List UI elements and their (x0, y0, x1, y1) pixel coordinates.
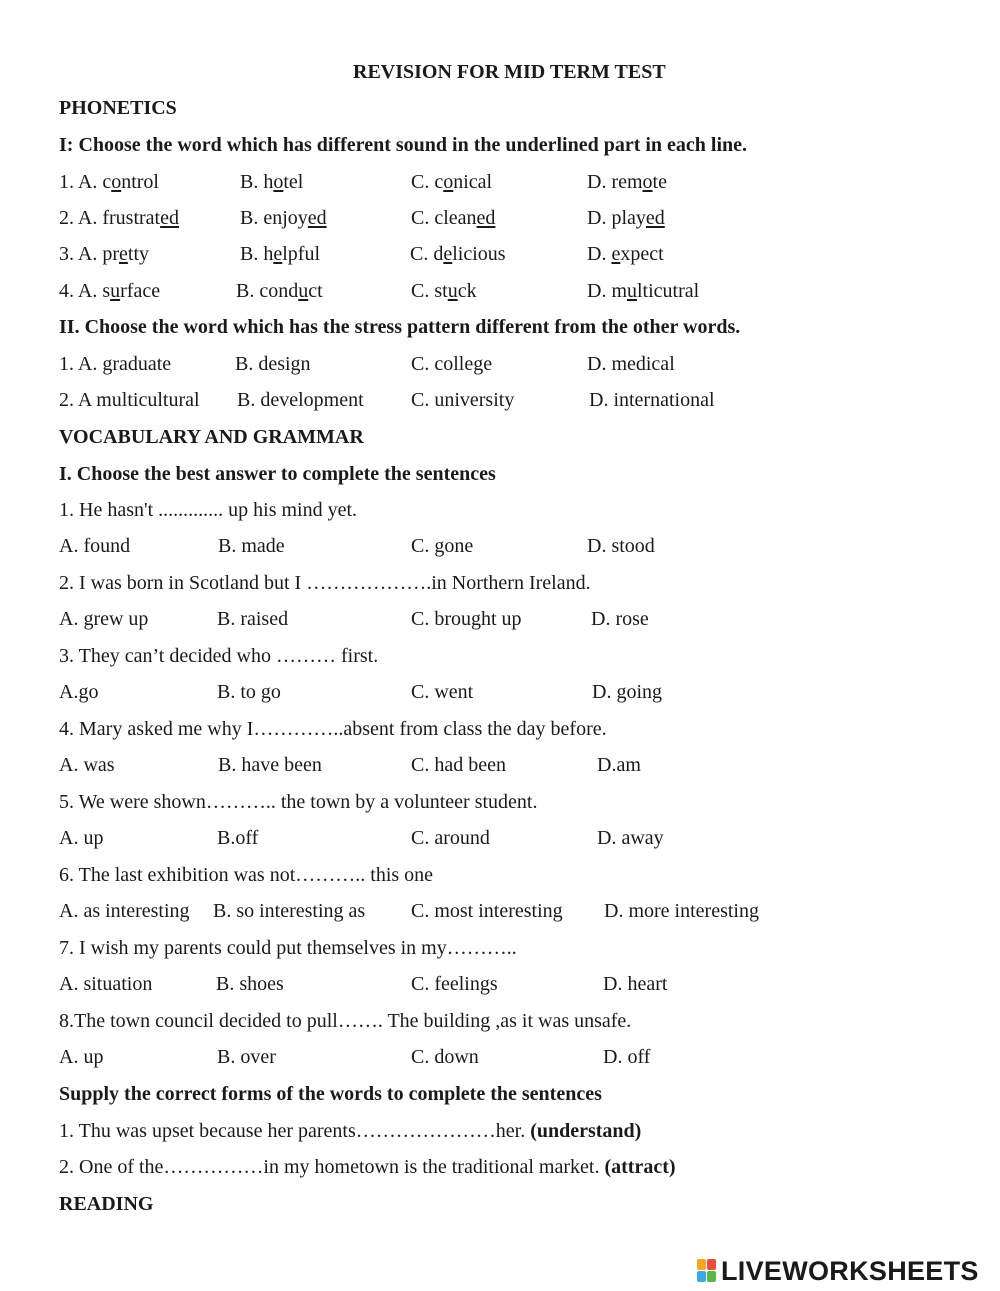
option[interactable]: C. stuck (411, 280, 477, 302)
liveworksheets-logo (697, 1256, 979, 1286)
option[interactable]: C. conical (411, 171, 493, 193)
word-form-root: (understand) (530, 1120, 642, 1142)
option[interactable]: C. delicious (410, 243, 506, 265)
question-stem: 6. The last exhibition was not……….. this one (59, 864, 434, 886)
option[interactable]: 2. A multicultural (59, 389, 200, 411)
option[interactable]: 2. A. frustrated (59, 207, 179, 229)
option[interactable]: B. hotel (240, 171, 304, 193)
option[interactable]: B. raised (217, 608, 289, 630)
question-stem: 5. We were shown……….. the town by a volunteer student. (59, 791, 538, 813)
option[interactable]: D. heart (603, 973, 668, 995)
phonetics-instruction-1: I: Choose the word which has different sound in the underlined part in each line. (59, 134, 748, 156)
option[interactable]: C. most interesting (411, 900, 563, 922)
option[interactable]: D. international (589, 389, 715, 411)
option[interactable]: C. feelings (411, 973, 498, 995)
option[interactable]: B. to go (217, 681, 281, 703)
option[interactable]: B. enjoyed (240, 207, 327, 229)
question-stem: 7. I wish my parents could put themselves in my……….. (59, 937, 517, 959)
option[interactable]: B. over (217, 1046, 276, 1068)
reading-heading: READING (59, 1193, 154, 1215)
option[interactable]: A. up (59, 1046, 104, 1068)
option[interactable]: B. have been (218, 754, 322, 776)
option[interactable]: 1. A. control (59, 171, 159, 193)
option[interactable]: A. grew up (59, 608, 149, 630)
logo-text: LIVEWORKSHEETS (721, 1255, 979, 1286)
logo-icon (697, 1259, 717, 1283)
option[interactable]: 1. A. graduate (59, 353, 172, 375)
option[interactable]: B. so interesting as (213, 900, 366, 922)
option[interactable]: D. rose (591, 608, 649, 630)
option[interactable]: B. shoes (216, 973, 284, 995)
option[interactable]: B. design (235, 353, 311, 375)
option[interactable]: B. development (237, 389, 364, 411)
option[interactable]: C. cleaned (411, 207, 496, 229)
question-stem: 8.The town council decided to pull……. The building ,as it was unsafe. (59, 1010, 632, 1032)
question-stem: 1. He hasn't ............. up his mind yet. (59, 499, 358, 521)
word-form-instruction: Supply the correct forms of the words to complete the sentences (59, 1083, 602, 1105)
option[interactable]: D. remote (587, 171, 667, 193)
question-stem: 2. I was born in Scotland but I ……………….in Northern Ireland. (59, 572, 591, 594)
option[interactable]: C. brought up (411, 608, 522, 630)
option[interactable]: D. multicutral (587, 280, 700, 302)
option[interactable]: C. college (411, 353, 493, 375)
word-form-root: (attract) (604, 1156, 676, 1178)
option[interactable]: D. expect (587, 243, 664, 265)
option[interactable]: A. as interesting (59, 900, 190, 922)
option[interactable]: C. gone (411, 535, 474, 557)
option[interactable]: C. university (411, 389, 515, 411)
option[interactable]: 4. A. surface (59, 280, 161, 302)
word-form-item (59, 1119, 641, 1143)
page-title: REVISION FOR MID TERM TEST (353, 61, 666, 83)
phonetics-heading: PHONETICS (59, 97, 177, 119)
question-stem: 3. They can’t decided who ……… first. (59, 645, 379, 667)
option[interactable]: D.am (597, 754, 641, 776)
option[interactable]: C. had been (411, 754, 506, 776)
vocab-instruction-1: I. Choose the best answer to complete the sentences (59, 463, 496, 485)
option[interactable]: B. made (218, 535, 285, 557)
option[interactable]: D. played (587, 207, 665, 229)
option[interactable]: D. going (592, 681, 662, 703)
option[interactable]: D. stood (587, 535, 655, 557)
option[interactable]: 3. A. pretty (59, 243, 150, 265)
option[interactable]: B. helpful (240, 243, 321, 265)
option[interactable]: D. off (603, 1046, 651, 1068)
word-form-text: 1. Thu was upset because her parents…………………her. (59, 1120, 526, 1142)
option[interactable]: A. situation (59, 973, 153, 995)
option[interactable]: C. down (411, 1046, 479, 1068)
option[interactable]: A. found (59, 535, 131, 557)
option[interactable]: C. went (411, 681, 474, 703)
option[interactable]: D. away (597, 827, 664, 849)
question-stem: 4. Mary asked me why I…………..absent from class the day before. (59, 718, 607, 740)
option[interactable]: B. conduct (236, 280, 323, 302)
option[interactable]: A. was (59, 754, 115, 776)
option[interactable]: A. up (59, 827, 104, 849)
option[interactable]: B.off (217, 827, 259, 849)
option[interactable]: A.go (59, 681, 99, 703)
phonetics-instruction-2: II. Choose the word which has the stress pattern different from the other words. (59, 316, 741, 338)
word-form-text: 2. One of the……………in my hometown is the traditional market. (59, 1156, 600, 1178)
option[interactable]: D. medical (587, 353, 675, 375)
option[interactable]: D. more interesting (604, 900, 759, 922)
vocab-heading: VOCABULARY AND GRAMMAR (59, 426, 364, 448)
option[interactable]: C. around (411, 827, 490, 849)
word-form-item (59, 1155, 676, 1179)
